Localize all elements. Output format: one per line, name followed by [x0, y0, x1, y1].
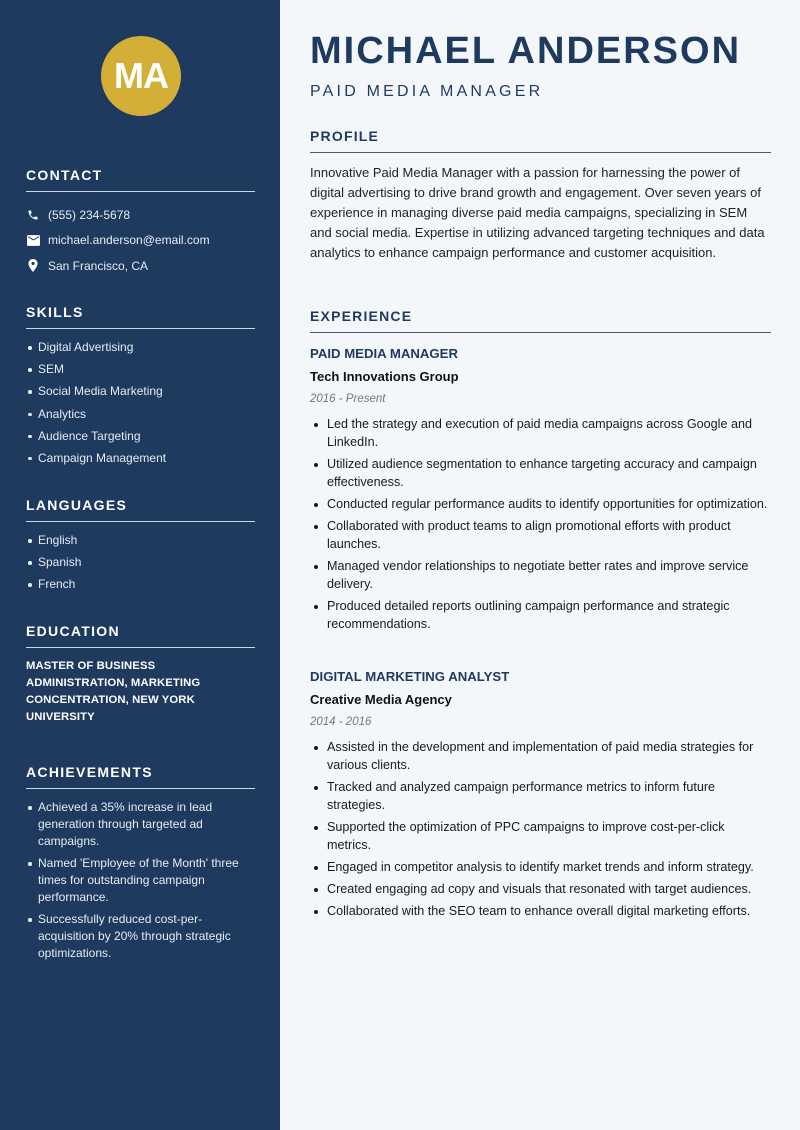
job-bullet: Created engaging ad copy and visuals that resonated with target audiences.: [310, 880, 771, 898]
job-bullet: Managed vendor relationships to negotiate better rates and improve service delivery.: [310, 557, 771, 593]
job-bullet: Collaborated with product teams to align promotional efforts with product launches.: [310, 517, 771, 553]
languages-list: [26, 532, 255, 593]
job-bullets: [310, 738, 771, 920]
education-heading: EDUCATION: [26, 623, 255, 648]
experience-section: [310, 308, 771, 343]
skill-item: Social Media Marketing: [26, 383, 255, 400]
phone-icon: [26, 208, 40, 222]
contact-section: [26, 167, 255, 279]
location-text: San Francisco, CA: [48, 258, 149, 273]
languages-section: [26, 497, 255, 599]
location-pin-icon: [26, 259, 40, 273]
job-company: Tech Innovations Group: [310, 369, 459, 384]
achievement-item: Named 'Employee of the Month' three times for outstanding campaign performance.: [26, 855, 255, 906]
sidebar: [0, 0, 280, 1130]
skill-item: SEM: [26, 361, 255, 378]
candidate-title: PAID MEDIA MANAGER: [310, 83, 544, 100]
job-bullet: Assisted in the development and implementation of paid media strategies for various clients.: [310, 738, 771, 774]
language-item: English: [26, 532, 255, 549]
achievement-item: Successfully reduced cost-per-acquisition by 20% through strategic optimizations.: [26, 911, 255, 962]
skills-section: [26, 304, 255, 472]
languages-heading: LANGUAGES: [26, 497, 255, 522]
job-bullet: Utilized audience segmentation to enhance targeting accuracy and campaign effectiveness.: [310, 455, 771, 491]
profile-text: Innovative Paid Media Manager with a passion for harnessing the power of digital advertising to drive brand growth and engagement. Over seven years of experience in managing diverse paid media campaigns, specializing in SEM and social media. Expertise in utilizing advanced targeting techniques and data analytics to enhance campaign performance and customer acquisition.: [310, 165, 765, 260]
skill-item: Digital Advertising: [26, 339, 255, 356]
skill-item: Analytics: [26, 406, 255, 423]
language-item: Spanish: [26, 554, 255, 571]
job-entry: [310, 668, 771, 924]
job-bullet: Engaged in competitor analysis to identify market trends and inform strategy.: [310, 858, 771, 876]
job-role: DIGITAL MARKETING ANALYST: [310, 669, 510, 684]
education-degree: MASTER OF BUSINESS ADMINISTRATION, MARKETING CONCENTRATION, NEW YORK UNIVERSITY: [26, 660, 201, 723]
contact-phone: [26, 202, 255, 228]
job-company: Creative Media Agency: [310, 692, 452, 707]
education-section: [26, 623, 255, 726]
profile-heading: PROFILE: [310, 128, 771, 153]
achievements-list: [26, 799, 255, 962]
skills-list: [26, 339, 255, 467]
job-role: PAID MEDIA MANAGER: [310, 346, 458, 361]
job-bullet: Conducted regular performance audits to identify opportunities for optimization.: [310, 495, 771, 513]
contact-email: [26, 228, 255, 254]
skills-heading: SKILLS: [26, 304, 255, 329]
language-item: French: [26, 576, 255, 593]
contact-location: [26, 253, 255, 279]
email-icon: [26, 233, 40, 247]
experience-heading: EXPERIENCE: [310, 308, 771, 333]
achievements-heading: ACHIEVEMENTS: [26, 764, 255, 789]
email-text: michael.anderson@email.com: [48, 233, 210, 248]
candidate-name: MICHAEL ANDERSON: [310, 30, 742, 72]
job-dates: 2016 - Present: [310, 393, 386, 405]
profile-section: [310, 128, 771, 263]
job-bullet: Collaborated with the SEO team to enhance overall digital marketing efforts.: [310, 902, 771, 920]
achievements-section: [26, 764, 255, 967]
job-dates: 2014 - 2016: [310, 716, 372, 728]
skill-item: Audience Targeting: [26, 428, 255, 445]
skill-item: Campaign Management: [26, 450, 255, 467]
achievement-item: Achieved a 35% increase in lead generation through targeted ad campaigns.: [26, 799, 255, 850]
job-entry: [310, 345, 771, 637]
job-bullet: Produced detailed reports outlining campaign performance and strategic recommendations.: [310, 597, 771, 633]
contact-heading: CONTACT: [26, 167, 255, 192]
job-bullet: Tracked and analyzed campaign performance metrics to inform future strategies.: [310, 778, 771, 814]
phone-text: (555) 234-5678: [48, 207, 131, 222]
avatar-initials: MA: [114, 55, 168, 96]
avatar: [101, 36, 181, 116]
job-bullet: Supported the optimization of PPC campaigns to improve cost-per-click metrics.: [310, 818, 771, 854]
job-bullet: Led the strategy and execution of paid media campaigns across Google and LinkedIn.: [310, 415, 771, 451]
job-bullets: [310, 415, 771, 633]
